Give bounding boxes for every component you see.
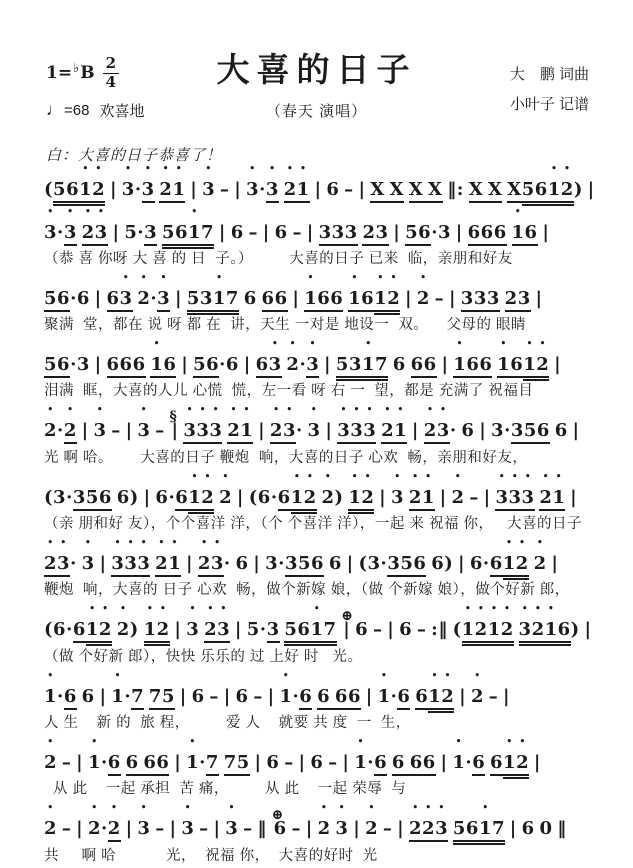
music-notation-line: (3·356 6) | 6·61 •2 • 2 • | (6·61 •2 • 2 •) 1 •2 • | 3 • 2 •1 • | 2 • – | 3 •3 •3 • 2 •1 • |	[44, 483, 597, 513]
key-letter: B	[80, 63, 95, 84]
score-line	[44, 350, 597, 403]
lyric-line: 从 此 一起 承担 苦 痛， 从 此 一起 荣辱 与	[44, 781, 407, 797]
music-notation-line: (561 •2 • | 3 •·3 • 2 •1 • | 3 • – | 3 •·3 • 2 •1 • | 6 – | X X X X ‖: X X X561 •2 •) |	[44, 175, 597, 205]
score-line	[44, 608, 597, 669]
music-notation-line: (6·61 •2 • 2 •) 1 •2 • | 3 • 2 •3 • | 5·3 561 •7 ⊕| 6 – | 6 – :‖ (1 •2 •1 •2 • 3 •2 •1 •6) |	[44, 615, 597, 646]
song-title: 大喜的日子	[216, 50, 417, 89]
mood-marking: 欢喜地	[99, 102, 145, 120]
music-notation-line: 2 • – | 2 •·2 • | 3 • – | 3 • – | 3 • – ‖ ⊕6 – | 2 • 3 • | 2 • – | 2 •2 •3 • 561 •7 | 6 0 ‖	[44, 814, 597, 845]
music-notation-line: 56·6 | 63 • 2 •·3 • | 531 •7 6 66 | 1 •66 1 •61 •2 • | 2 • – | 333 23 |	[44, 284, 597, 314]
score-line	[44, 483, 597, 536]
score-line	[44, 682, 597, 735]
key-prefix: 1=	[46, 63, 73, 84]
quarter-note-icon: ♩	[46, 100, 63, 119]
score-line	[44, 218, 597, 271]
time-signature-numerator: 2	[103, 56, 119, 74]
lyric-line: 泪满 眶，大喜的人儿 心慌 慌，左一看 呀 右 一 望，都是 充满了 祝福目	[44, 383, 534, 399]
lyric-line: 鞭炮 响，大喜的 日子 心欢 畅，做个新嫁 娘，（做 个新嫁 娘），做个好新 郎，	[44, 582, 570, 598]
lyric-line: 共 啊 哈 光， 祝福 你， 大喜的好时 光	[44, 848, 378, 864]
tempo-value: =68	[64, 101, 90, 119]
credits-block	[510, 60, 589, 120]
music-notation-line: 2 •3 •· 3 • | 3 •3 •3 • 2 •1 • | 2 •3 •· 6 | 3·356 6 | (3·356 6) | 6·61 •2 • 2 • |	[44, 549, 597, 579]
lyric-line: 聚满 堂，都在 说 呀 都 在 讲，天生 一对是 地设一 双。 父母的 眼睛	[44, 317, 526, 333]
flat-icon: ♭	[73, 60, 80, 76]
score-line	[44, 549, 597, 602]
music-notation-line: 3 •·3 • 2 •3 • | 5·3 561 •7 | 6 – | 6 – | 333 23 | 56·3 | 666 1 •6 |	[44, 218, 597, 248]
score	[0, 167, 633, 868]
lyric-line: 光 啊 哈。 大喜的日子 鞭炮 响，大喜的日子 心欢 畅，亲朋和好友，	[44, 450, 528, 466]
music-notation-line: 2 • – | 1 •·6 6 66 | 1 •·7 75 | 6 – | 6 – | 1 •·6 6 66 | 1 •·6 61 •2 • |	[44, 748, 597, 778]
score-line	[44, 284, 597, 337]
lyric-line: （亲 朋和好 友），个个喜洋 洋，（个 个喜洋 洋），一起 来 祝福 你， 大喜的日子	[44, 516, 583, 532]
header	[0, 44, 633, 140]
music-notation-line: 1 •·6 6 | 1 •·7 75 | 6 – | 6 – | 1 •·6 6 66 | 1 •·6 61 •2 • | 2 • – |	[44, 682, 597, 712]
transcriber-credit: 小叶子 记谱	[509, 96, 589, 113]
lyric-line: （恭 喜 你呀 大 喜 的 日 子。） 大喜的日子 已来 临，亲朋和好友	[44, 251, 513, 267]
score-line	[44, 409, 597, 470]
performer-credit: （春天 演唱）	[265, 103, 368, 120]
music-notation-line: 2 •·2 • | 3 • – | 3 • – §| 3 •3 •3 • 2 •1 • | 2 •3 •· 3 • | 3 •3 •3 • 2 •1 • | 2 •3 •· 6 | 3·356 6 |	[44, 416, 597, 447]
lyric-line: （做 个好新 郎），快快 乐乐的 过 上好 时 光。	[44, 649, 363, 665]
score-line	[44, 807, 597, 868]
lyric-line: 人 生 新 的 旅 程， 爱 人 就要 共 度 一 生，	[44, 715, 411, 731]
time-signature-denominator: 4	[105, 72, 117, 91]
music-notation-line: 56·3 | 666 1 •6 | 56·6 | 63 • 2 •·3 • | 531 •7 6 66 | 1 •66 1 •61 •2 • |	[44, 350, 597, 380]
spoken-intro: 白：大喜的日子恭喜了！	[46, 146, 223, 164]
composer-credit: 大 鹏 词曲	[509, 66, 589, 83]
score-line	[44, 175, 597, 205]
score-line	[44, 748, 597, 801]
